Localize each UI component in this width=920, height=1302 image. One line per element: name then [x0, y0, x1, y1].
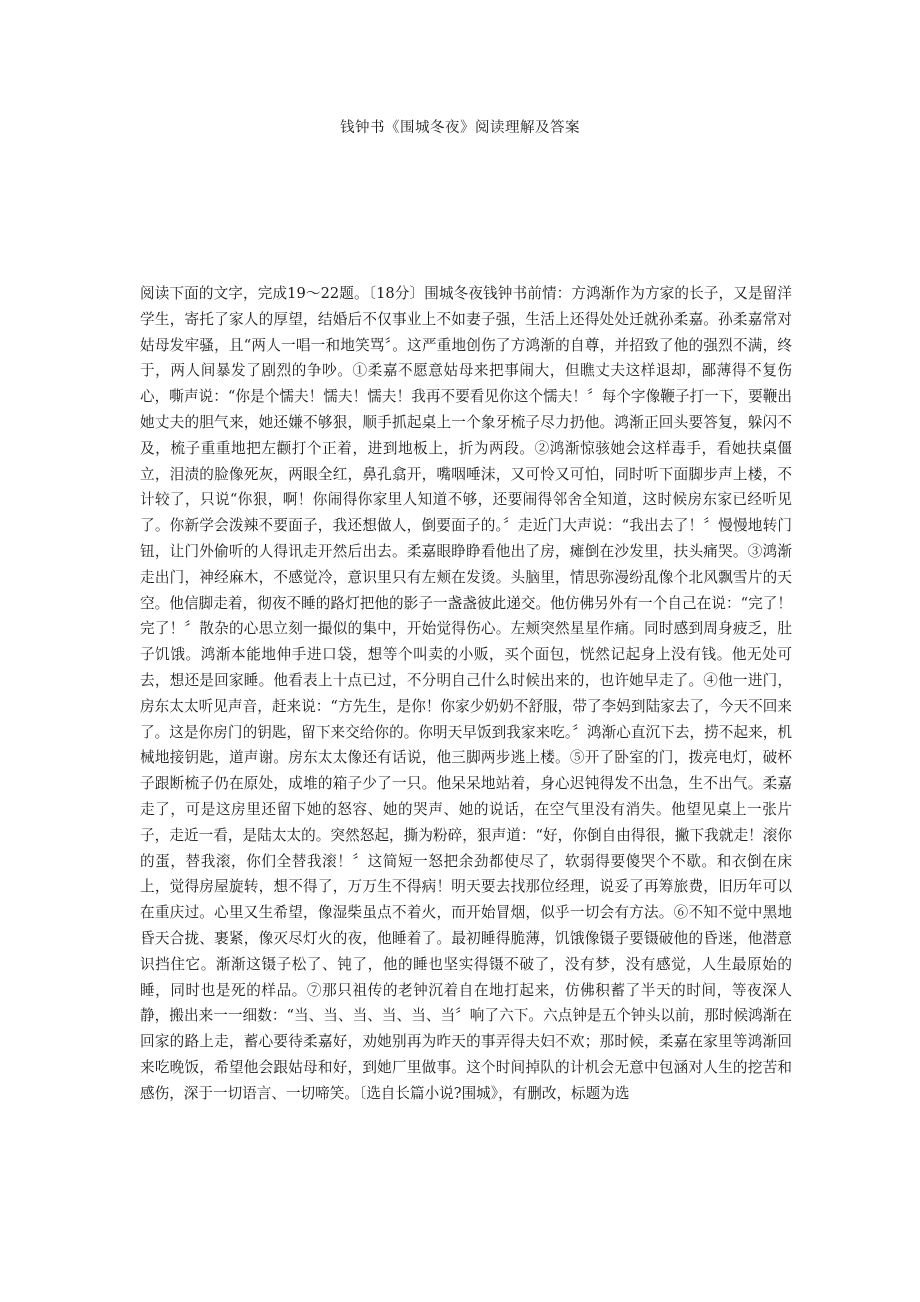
document-body-text: 阅读下面的文字，完成19～22题。〔18分〕围城冬夜钱钟书前情：方鸿渐作为方家的长子，又是留洋学生，寄托了家人的厚望，结婚后不仅事业上不如妻子强，生活上还得处处迁就孙柔嘉。孙柔嘉常对姑母发牢骚，且“两人一唱一和地笑骂〞。这严重地创伤了方鸿渐的自尊，并招致了他的强烈不满，终于，两人间暴发了剧烈的争吵。①柔嘉不愿意姑母来把事闹大，但瞧丈夫这样退却，鄙薄得不复伤心，嘶声说：“你是个懦夫！懦夫！懦夫！我再不要看见你这个懦夫！〞每个字像鞭子打一下，要鞭出她丈夫的胆气来，她还嫌不够狠，顺手抓起桌上一个象牙梳子尽力扔他。鸿渐正回头要答复，躲闪不及，梳子重重地把左颧打个正着，进到地板上，折为两段。②鸿渐惊骇她会这样毒手，看她扶桌僵立，泪渍的脸像死灰，两眼全红，鼻孔翕开，嘴咽唾沫，又可怜又可怕，同时听下面脚步声上楼，不计较了，只说“你狠，啊！你闹得你家里人知道不够，还要闹得邻舍全知道，这时候房东家已经听见了。你新学会泼辣不要面子，我还想做人，倒要面子的。〞走近门大声说：“我出去了！〞慢慢地转门钮，让门外偷听的人得讯走开然后出去。柔嘉眼睁睁看他出了房，瘫倒在沙发里，扶头痛哭。③鸿渐走出门，神经麻木，不感觉冷，意识里只有左颊在发烫。头脑里，情思弥漫纷乱像个北风飘雪片的天空。他信脚走着，彻夜不睡的路灯把他的影子一盏盏彼此递交。他仿佛另外有一个自己在说：“完了！完了！〞散杂的心思立刻一撮似的集中，开始觉得伤心。左颊突然星星作痛。同时感到周身疲乏，肚子饥饿。鸿渐本能地伸手进口袋，想等个叫卖的小贩，买个面包，恍然记起身上没有钱。他无处可去，想还是回家睡。他看表上十点已过，不分明自己什么时候出来的，也许她早走了。④他一进门，房东太太听见声音，赶来说：“方先生，是你！你家少奶奶不舒服，带了李妈到陆家去了，今天不回来了。这是你房门的钥匙，留下来交给你的。你明天早饭到我家来吃。〞鸿渐心直沉下去，捞不起来，机械地接钥匙，道声谢。房东太太像还有话说，他三脚两步逃上楼。⑤开了卧室的门，拨亮电灯，破杯子跟断梳子仍在原处，成堆的箱子少了一只。他呆呆地站着，身心迟钝得发不出急，生不出气。柔嘉走了，可是这房里还留下她的怒容、她的哭声、她的说话，在空气里没有消失。他望见桌上一张片子，走近一看，是陆太太的。突然怒起，撕为粉碎，狠声道：“好，你倒自由得很，撇下我就走！滚你的蛋，替我滚，你们全替我滚！〞这简短一怒把余劲都使尽了，软弱得要傻哭个不歇。和衣倒在床上，觉得房屋旋转，想不得了，万万生不得病！明天要去找那位经理，说妥了再筹旅费，旧历年可以在重庆过。心里又生希望，像湿柴虽点不着火，而开始冒烟，似乎一切会有方法。⑥不知不觉中黑地昏天合拢、裹紧，像灭尽灯火的夜，他睡着了。最初睡得脆薄，饥饿像镊子要镊破他的昏迷，他潜意识挡住它。渐渐这镊子松了、钝了，他的睡也坚实得镊不破了，没有梦，没有感觉，人生最原始的睡，同时也是死的样品。⑦那只祖传的老钟沉着自在地打起来，仿佛积蓄了半天的时间，等夜深人静，搬出来一一细数：“当、当、当、当、当、当〞响了六下。六点钟是五个钟头以前，那时候鸿渐在回家的路上走，蓄心要待柔嘉好，劝她别再为昨天的事弄得夫妇不欢；那时候，柔嘉在家里等鸿渐回来吃晚饭，希望他会跟姑母和好，到她厂里做事。这个时间掉队的计机会无意中包涵对人生的挖苦和感伤，深于一切语言、一切啼笑。〔选自长篇小说?围城》，有删改，标题为选	[140, 285, 792, 1102]
document-title: 钱钟书《围城冬夜》阅读理解及答案	[340, 120, 580, 136]
